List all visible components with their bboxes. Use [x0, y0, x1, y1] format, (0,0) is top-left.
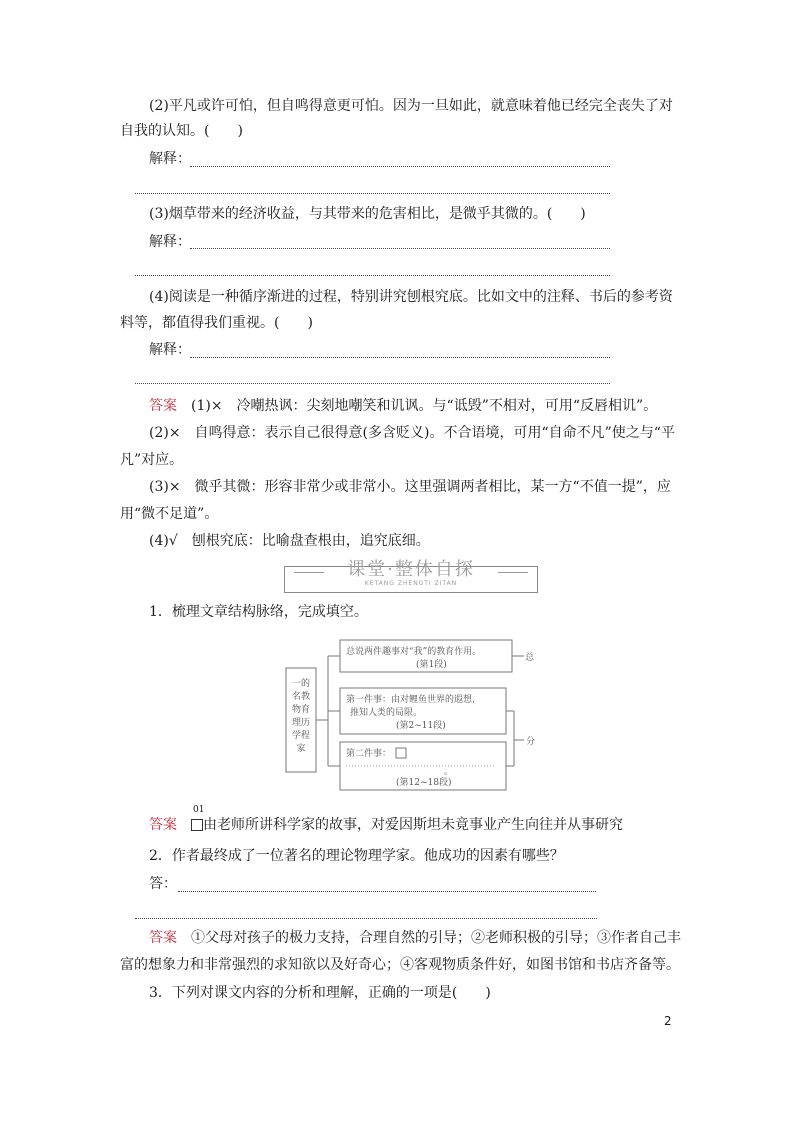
left-box-text-1: 一的 [291, 679, 311, 689]
left-box-text-5: 学程 [291, 731, 311, 741]
q2-line2: 自我的认知。( ) [120, 123, 243, 139]
q4-explain-blank[interactable] [190, 357, 610, 358]
answers-block [149, 396, 657, 416]
left-box-text-3: 物育 [291, 705, 311, 715]
box1-para: (第1段) [416, 660, 447, 670]
item1-answer-label: 答案 [149, 817, 177, 833]
page-number: 2 [664, 1014, 672, 1028]
banner-title: 课堂·整体自探 [347, 559, 475, 580]
left-box-text-2: 名教 [291, 692, 311, 702]
item3-question: 3．下列对课文内容的分析和理解，正确的一项是( ) [149, 985, 491, 1001]
q2-explain-blank[interactable] [190, 166, 610, 167]
answer-1: (1)× 冷嘲热讽：尖刻地嘲笑和讥讽。与“诋毁”不相对，可用“反唇相讥”。 [191, 398, 658, 414]
q3-explain-blank-2[interactable] [135, 275, 610, 276]
left-box-text-6: 家 [296, 744, 306, 754]
box3-dot: 。 [444, 767, 454, 777]
left-box-text-4: 理历 [291, 718, 311, 728]
box1-text: 总说两件趣事对“我”的教育作用。 [346, 647, 482, 657]
item1-answer-text: 由老师所讲科学家的故事，对爱因斯坦未竟事业产生向往并从事研究 [203, 817, 623, 833]
q4-explain-blank-2[interactable] [135, 383, 610, 384]
item2-answer-line2: 富的想象力和非常强烈的求知欲以及好奇心；④客观物质条件好，如图书馆和书店齐备等。 [120, 957, 680, 973]
answer-3-line1: (3)× 微乎其微：形容非常少或非常小。这里强调两者相比，某一方“不值一提”，应 [149, 479, 671, 495]
item2-answer-blank-2[interactable] [135, 918, 597, 919]
answer-2-line1: (2)× 自鸣得意：表示自己很得意(多含贬义)。不合语境，可用“自命不凡”使之与“平 [149, 425, 675, 441]
q4-line1: (4)阅读是一种循序渐进的过程，特别讲究刨根究底。比如文中的注释、书后的参考资 [149, 289, 673, 305]
q2-explain-label: 解释： [149, 151, 191, 167]
answer-label: 答案 [149, 398, 177, 414]
q3-line1: (3)烟草带来的经济收益，与其带来的危害相比，是微乎其微的。( ) [149, 206, 586, 222]
structure-diagram [284, 636, 554, 794]
item2-answer-line1: ①父母对孩子的极力支持，合理自然的引导；②老师积极的引导；③作者自己丰 [191, 930, 681, 946]
q4-line2: 料等，都值得我们重视。( ) [120, 315, 313, 331]
q3-explain-blank[interactable] [190, 248, 610, 249]
answer-3-line2: 用“微不足道”。 [120, 506, 219, 522]
q4-explain-label: 解释： [149, 342, 191, 358]
box2-text-1: 第一件事：由对鲤鱼世界的遐想， [346, 695, 482, 705]
box3-para: (第12~18段) [396, 778, 452, 788]
fen-tag: 分 [526, 737, 536, 747]
item2-answer-label: 答案 [149, 930, 177, 946]
answer-4: (4)√ 刨根究底：比喻盘查根由，追究底细。 [149, 533, 430, 549]
box3-label: 第二件事： [346, 749, 392, 759]
box2-para: (第2~11段) [396, 721, 446, 731]
item1-answer [149, 805, 623, 835]
box1-tag: 总 [525, 653, 535, 663]
item2-answer [149, 928, 681, 948]
answer-marker-num: 01 [193, 805, 205, 815]
item2-answer-blank[interactable] [178, 891, 596, 892]
banner-subtitle: KETANG ZHENGTI ZITAN [364, 580, 458, 587]
item2-answer-prompt: 答： [149, 876, 177, 892]
box3-blank-marker[interactable] [396, 748, 406, 758]
answer-2-line2: 凡”对应。 [120, 452, 184, 468]
q2-explain-blank-2[interactable] [135, 193, 610, 194]
item1-question: 1．梳理文章结构脉络，完成填空。 [149, 604, 368, 620]
box2-text-2: 推知人类的局限。 [350, 708, 423, 718]
answer-marker-box [191, 805, 205, 831]
item2-question: 2．作者最终成了一位著名的理论物理学家。他成功的因素有哪些？ [149, 848, 564, 864]
section-banner [284, 560, 538, 593]
q3-explain-label: 解释： [149, 234, 191, 250]
q2-line1: (2)平凡或许可怕，但自鸣得意更可怕。因为一旦如此，就意味着他已经完全丧失了对 [149, 98, 673, 114]
